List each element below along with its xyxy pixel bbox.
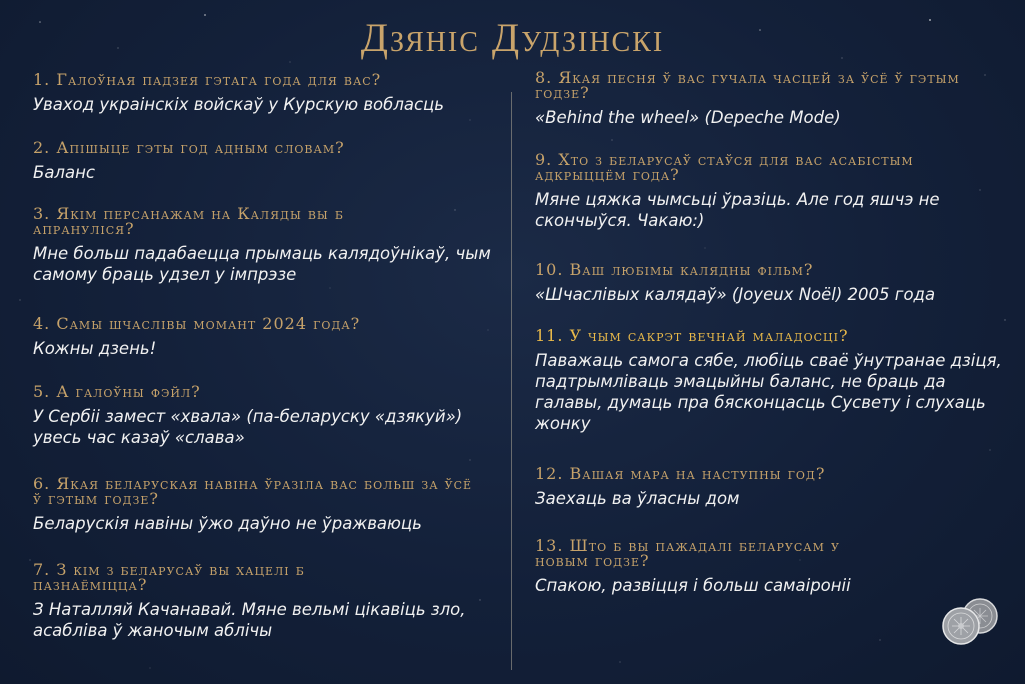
question-block — [33, 72, 503, 115]
question-block — [33, 384, 503, 448]
question: 1. Галоўная падзея гэтага года для вас? — [33, 70, 382, 89]
question-block — [535, 70, 975, 128]
question-block — [535, 152, 995, 231]
answer: З Наталляй Качанавай. Мяне вельмі цікавіць зло, асабліва ў жаночым аблічы — [33, 600, 466, 640]
answer: Уваход украінскіх войскаў у Курскую вобласць — [33, 95, 445, 114]
question: 4. Самы шчаслівы момант 2024 года? — [33, 314, 361, 333]
answer: «Behind the wheel» (Depeche Mode) — [535, 108, 841, 127]
question-block — [535, 328, 1005, 434]
question-block — [33, 560, 466, 641]
question-block — [535, 538, 895, 596]
coins-icon — [940, 596, 1002, 646]
column-divider — [511, 92, 512, 670]
answer: Беларускія навіны ўжо даўно не ўражваюць — [33, 514, 422, 533]
question: 8. Якая песня ў вас гучала часцей за ўсё ў гэтым годзе? — [535, 68, 960, 102]
question-block — [33, 140, 503, 183]
question-block — [535, 466, 1005, 509]
question: 7. З кім з беларусаў вы хацелі б пазнаёміцца? — [33, 560, 305, 594]
question: 2. Апішыце гэты год адным словам? — [33, 138, 345, 157]
question-highlighted: 11. У чым сакрэт вечнай маладосці? — [535, 326, 849, 345]
question: 9. Хто з беларусаў стаўся для вас асабістым адкрыццём года? — [535, 150, 914, 184]
answer: Заехаць ва ўласны дом — [535, 489, 740, 508]
question-block — [33, 204, 491, 285]
answer: Спакою, развіцця і больш самаіроніі — [535, 576, 851, 595]
answer: Кожны дзень! — [33, 339, 157, 358]
answer: Мне больш падабаецца прымаць калядоўнікаў, чым самому браць удзел у імпрэзе — [33, 244, 491, 284]
question: 5. А галоўны фэйл? — [33, 382, 201, 401]
answer: У Сербіі замест «хвала» (па-беларуску «дзякуй») увесь час казаў «слава» — [33, 407, 463, 447]
question: 3. Якім персанажам на Каляды вы б апрануліся? — [33, 204, 344, 238]
question: 12. Вашая мара на наступны год? — [535, 464, 826, 483]
answer: «Шчаслівых калядаў» (Joyeux Noël) 2005 года — [535, 285, 936, 304]
question: 6. Якая беларуская навіна ўразіла вас больш за ўсё ў гэтым годзе? — [33, 474, 473, 508]
page-title: Дзяніс Дудзінскі — [360, 15, 665, 60]
question-block — [33, 316, 503, 359]
question: 10. Ваш любімы калядны фільм? — [535, 260, 814, 279]
question-block — [33, 476, 473, 534]
question-block — [535, 262, 1005, 305]
answer: Баланс — [33, 163, 95, 182]
question: 13. Што б вы пажадалі беларусам у новым годзе? — [535, 536, 840, 570]
answer: Мяне цяжка чымсьці ўразіць. Але год яшчэ не скончыўся. Чакаю:) — [535, 190, 940, 230]
answer: Паважаць самога сябе, любіць сваё ўнутранае дзіця, падтрымліваць эмацыйны баланс, не браць да галавы, думаць пра бясконцасць Сусвету і слухаць жонку — [535, 351, 1002, 433]
